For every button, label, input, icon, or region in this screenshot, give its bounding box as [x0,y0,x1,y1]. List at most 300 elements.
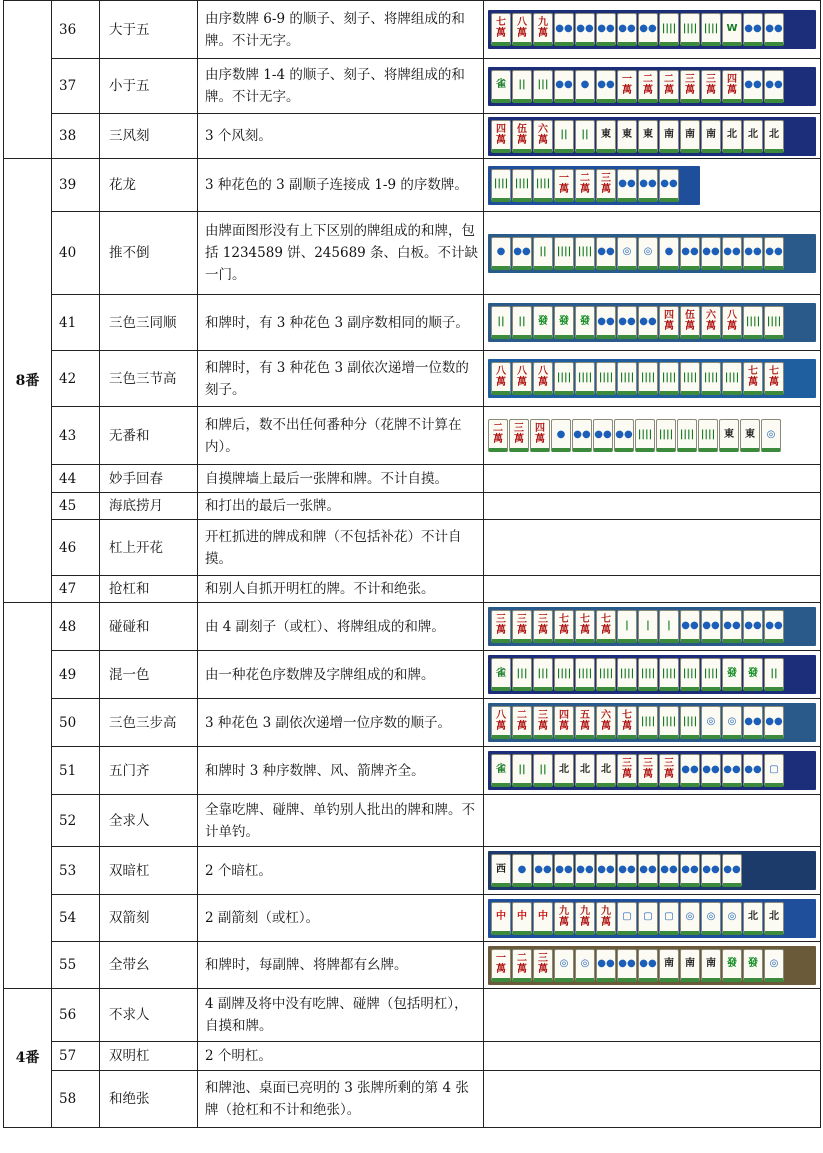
mahjong-tile-icon: |||| [512,169,532,202]
tiles-example-cell [484,747,821,795]
mahjong-tiles-strip [488,607,816,646]
rule-name: 花龙 [100,159,198,212]
mahjong-tile-icon: 二萬 [575,169,595,202]
mahjong-tile-icon: 北 [575,754,595,787]
mahjong-tile-icon: 發 [743,949,763,982]
mahjong-tile-icon: 發 [554,306,574,339]
mahjong-tile-icon: ●● [701,854,721,887]
mahjong-tile-icon: 九萬 [575,902,595,935]
mahjong-tile-icon: 三萬 [533,949,553,982]
mahjong-tile-icon: ●● [764,610,784,643]
mahjong-tile-icon: ●● [722,237,742,270]
rule-number: 39 [52,159,100,212]
tiles-example-cell [484,295,821,351]
mahjong-tile-icon: ●● [743,13,763,46]
rule-name: 双暗杠 [100,847,198,895]
rule-number: 43 [52,407,100,465]
rule-name: 碰碰和 [100,603,198,651]
rule-number: 52 [52,795,100,847]
table-row [4,351,821,407]
mahjong-tile-icon: ●● [638,169,658,202]
mahjong-tile-icon: 三萬 [512,610,532,643]
mahjong-tiles-strip [488,946,816,985]
mahjong-tile-icon: ●● [617,13,637,46]
mahjong-tile-icon: ●● [596,949,616,982]
mahjong-tile-icon: 四萬 [554,706,574,739]
mahjong-tile-icon: |||| [722,362,742,395]
mahjong-tile-icon: 一萬 [617,70,637,103]
mahjong-tile-icon: ◎ [722,706,742,739]
mahjong-tile-icon: |||| [491,169,511,202]
mahjong-tile-icon: 四萬 [530,419,550,452]
mahjong-tile-icon: ● [575,70,595,103]
mahjong-tile-icon: | [638,610,658,643]
rule-name: 三风刻 [100,114,198,159]
tiles-example-cell [484,1042,821,1071]
table-row [4,1042,821,1071]
mahjong-tile-icon: ●● [575,13,595,46]
table-row [4,212,821,295]
mahjong-tile-icon: |||| [596,362,616,395]
mahjong-tile-icon: 三萬 [533,610,553,643]
rule-number: 46 [52,520,100,576]
mahjong-tile-icon: 發 [722,949,742,982]
table-row [4,295,821,351]
table-row [4,407,821,465]
mahjong-tile-icon: ●● [722,854,742,887]
rule-description: 自摸牌墙上最后一张牌和牌。不计自摸。 [198,465,484,493]
mahjong-tile-icon: |||| [533,169,553,202]
mahjong-tile-icon: ● [512,854,532,887]
rule-description: 3 种花色 3 副依次递增一位序数的顺子。 [198,699,484,747]
mahjong-tiles-strip [488,899,816,938]
rule-description: 和打出的最后一张牌。 [198,493,484,520]
mahjong-tile-icon: 八萬 [533,362,553,395]
tiles-example-cell [484,1,821,59]
rule-number: 37 [52,59,100,114]
rule-name: 双箭刻 [100,895,198,942]
rule-name: 三色三步高 [100,699,198,747]
mahjong-tile-icon: ●● [743,70,763,103]
mahjong-tile-icon: 北 [743,902,763,935]
table-row [4,895,821,942]
mahjong-tile-icon: || [533,237,553,270]
table-row [4,114,821,159]
table-row [4,576,821,603]
mahjong-tile-icon: ◎ [680,902,700,935]
mahjong-tile-icon: ● [491,237,511,270]
mahjong-tile-icon: |||| [680,658,700,691]
mahjong-tile-icon: |||| [575,658,595,691]
mahjong-tile-icon: 七萬 [491,13,511,46]
mahjong-tile-icon: |||| [701,13,721,46]
mahjong-tile-icon: |||| [596,658,616,691]
mahjong-tile-icon: || [554,120,574,153]
rule-number: 36 [52,1,100,59]
mahjong-tile-icon: 雀 [491,70,511,103]
mahjong-tile-icon: ▢ [764,754,784,787]
rule-description: 开杠抓进的牌成和牌（不包括补花）不计自摸。 [198,520,484,576]
mahjong-tile-icon: 南 [659,949,679,982]
mahjong-tile-icon: 北 [722,120,742,153]
mahjong-tile-icon: || [512,70,532,103]
rule-name: 妙手回春 [100,465,198,493]
rule-name: 三色三节高 [100,351,198,407]
mahjong-tile-icon: ●● [596,70,616,103]
mahjong-tile-icon: |||| [680,362,700,395]
mahjong-tile-icon: 伍萬 [512,120,532,153]
mahjong-tile-icon: ●● [554,70,574,103]
mahjong-tile-icon: 北 [764,120,784,153]
mahjong-tile-icon: |||| [554,237,574,270]
mahjong-tile-icon: ●● [659,854,679,887]
rule-number: 45 [52,493,100,520]
rule-number: 55 [52,942,100,989]
mahjong-tile-icon: ●● [680,854,700,887]
mahjong-tile-icon: 發 [722,658,742,691]
table-row [4,603,821,651]
mahjong-tile-icon: |||| [701,362,721,395]
mahjong-tile-icon: ●● [743,754,763,787]
mahjong-tile-icon: |||| [617,658,637,691]
mahjong-tile-icon: ▢ [659,902,679,935]
mahjong-tile-icon: 三萬 [638,754,658,787]
mahjong-tile-icon: 八萬 [512,13,532,46]
mahjong-tile-icon: 南 [701,120,721,153]
tiles-example-cell [484,520,821,576]
mahjong-tile-icon: 東 [617,120,637,153]
mahjong-tile-icon: 雀 [491,658,511,691]
mahjong-tile-icon: |||| [764,306,784,339]
mahjong-tile-icon: 四萬 [722,70,742,103]
mahjong-tile-icon: 四萬 [491,120,511,153]
mahjong-tile-icon: ●● [614,419,634,452]
mahjong-tiles-strip [488,359,816,398]
rule-number: 49 [52,651,100,699]
mahjong-tile-icon: |||| [575,362,595,395]
mahjong-tile-icon: ◎ [701,902,721,935]
mahjong-tile-icon: || [764,658,784,691]
mahjong-tile-icon: ||| [533,658,553,691]
mahjong-tile-icon: |||| [659,13,679,46]
mahjong-tiles-strip [488,166,700,205]
mahjong-tile-icon: |||| [701,658,721,691]
tiles-example-cell [484,493,821,520]
mahjong-tile-icon: ●● [512,237,532,270]
rule-name: 五门齐 [100,747,198,795]
mahjong-tile-icon: ▢ [638,902,658,935]
mahjong-tile-icon: 雀 [491,754,511,787]
mahjong-tile-icon: ●● [764,13,784,46]
mahjong-tile-icon: ●● [572,419,592,452]
mahjong-tile-icon: 二萬 [638,70,658,103]
mahjong-tile-icon: 七萬 [554,610,574,643]
mahjong-tile-icon: ●● [638,949,658,982]
mahjong-tile-icon: ●● [701,610,721,643]
tiles-example-cell [484,114,821,159]
mahjong-tile-icon: |||| [638,362,658,395]
mahjong-tiles-strip [488,751,816,790]
mahjong-tile-icon: 一萬 [554,169,574,202]
mahjong-tiles-strip [488,419,816,452]
mahjong-tile-icon: 發 [533,306,553,339]
mahjong-tile-icon: 六萬 [596,706,616,739]
table-row [4,747,821,795]
mahjong-tile-icon: || [512,754,532,787]
fan-level-cell [4,603,52,989]
fan-level-cell [4,1,52,159]
table-row [4,847,821,895]
mahjong-tile-icon: 東 [740,419,760,452]
mahjong-tiles-strip [488,851,816,890]
rule-description: 全靠吃牌、碰牌、单钓别人批出的牌和牌。不计单钓。 [198,795,484,847]
rule-description: 2 个明杠。 [198,1042,484,1071]
mahjong-tiles-strip [488,703,816,742]
tiles-example-cell [484,989,821,1042]
mahjong-tile-icon: ◎ [575,949,595,982]
mahjong-tiles-strip [488,234,816,273]
tiles-example-cell [484,212,821,295]
mahjong-tile-icon: 七萬 [743,362,763,395]
mahjong-tile-icon: 北 [596,754,616,787]
mahjong-tile-icon: 七萬 [596,610,616,643]
rule-name: 混一色 [100,651,198,699]
mahjong-tile-icon: ◎ [617,237,637,270]
mahjong-tile-icon: 南 [680,120,700,153]
mahjong-tile-icon: | [659,610,679,643]
mahjong-tile-icon: 三萬 [596,169,616,202]
tiles-example-cell [484,159,821,212]
mahjong-tiles-strip [488,655,816,694]
mahjong-tile-icon: ◎ [764,949,784,982]
fan-level-cell: 8番 [4,159,52,603]
rule-name: 不求人 [100,989,198,1042]
rule-number: 44 [52,465,100,493]
mahjong-tile-icon: ●● [617,854,637,887]
mahjong-tiles-strip [488,67,816,106]
mahjong-tile-icon: ●● [680,610,700,643]
mahjong-tile-icon: 九萬 [554,902,574,935]
mahjong-tile-icon: 九萬 [596,902,616,935]
mahjong-tile-icon: || [491,306,511,339]
rule-number: 58 [52,1071,100,1128]
mahjong-tile-icon: 中 [512,902,532,935]
mahjong-tile-icon: |||| [659,658,679,691]
mahjong-tile-icon: 二萬 [488,419,508,452]
rule-description: 由 4 副刻子（或杠）、将牌组成的和牌。 [198,603,484,651]
tiles-example-cell [484,1071,821,1128]
table-row [4,493,821,520]
mahjong-tile-icon: ●● [596,854,616,887]
rule-name: 和绝张 [100,1071,198,1128]
fan-level-cell: 4番 [4,989,52,1128]
mahjong-tile-icon: |||| [635,419,655,452]
mahjong-tile-icon: ●● [593,419,613,452]
tiles-example-cell [484,895,821,942]
mahjong-tile-icon: ●● [617,949,637,982]
rule-name: 推不倒 [100,212,198,295]
mahjong-tile-icon: |||| [698,419,718,452]
rule-name: 抢杠和 [100,576,198,603]
mahjong-tile-icon: |||| [617,362,637,395]
rule-description: 由序数牌 6-9 的顺子、刻子、将牌组成的和牌。不计无字。 [198,1,484,59]
tiles-example-cell [484,351,821,407]
mahjong-tile-icon: 南 [659,120,679,153]
rule-name: 双明杠 [100,1042,198,1071]
rule-number: 41 [52,295,100,351]
mahjong-tile-icon: W [722,13,742,46]
mahjong-tile-icon: 發 [575,306,595,339]
mahjong-tile-icon: ● [659,237,679,270]
rule-name: 全求人 [100,795,198,847]
mahjong-tile-icon: ● [551,419,571,452]
mahjong-tiles-strip [488,117,816,156]
tiles-example-cell [484,651,821,699]
mahjong-tile-icon: |||| [575,237,595,270]
table-row [4,59,821,114]
table-row [4,795,821,847]
mahjong-tile-icon: ◎ [722,902,742,935]
tiles-example-cell [484,699,821,747]
tiles-example-cell [484,942,821,989]
mahjong-tile-icon: |||| [743,306,763,339]
rule-description: 和牌时 3 种序数牌、风、箭牌齐全。 [198,747,484,795]
rule-description: 和牌时，有 3 种花色 3 副依次递增一位数的刻子。 [198,351,484,407]
mahjong-tile-icon: ●● [554,854,574,887]
mahjong-tile-icon: 東 [638,120,658,153]
mahjong-tile-icon: ●● [596,237,616,270]
mahjong-tile-icon: 三萬 [491,610,511,643]
rule-description: 2 个暗杠。 [198,847,484,895]
mahjong-tile-icon: 五萬 [575,706,595,739]
rule-description: 和别人自抓开明杠的牌。不计和绝张。 [198,576,484,603]
mahjong-tile-icon: || [575,120,595,153]
mahjong-tile-icon: 八萬 [491,362,511,395]
mahjong-tile-icon: |||| [638,706,658,739]
table-row [4,651,821,699]
mahjong-tile-icon: 一萬 [491,949,511,982]
mahjong-tile-icon: ●● [764,237,784,270]
mahjong-tile-icon: || [512,306,532,339]
mahjong-tile-icon: 八萬 [491,706,511,739]
mahjong-tile-icon: 東 [719,419,739,452]
rule-number: 47 [52,576,100,603]
mahjong-tile-icon: 三萬 [701,70,721,103]
mahjong-tile-icon: 中 [533,902,553,935]
mahjong-tile-icon: 二萬 [512,949,532,982]
mahjong-tile-icon: ●● [743,706,763,739]
rule-number: 40 [52,212,100,295]
mahjong-tile-icon: |||| [638,658,658,691]
rule-description: 由一种花色序数牌及字牌组成的和牌。 [198,651,484,699]
mahjong-tile-icon: 西 [491,854,511,887]
mahjong-tile-icon: 南 [701,949,721,982]
mahjong-tile-icon: ●● [533,854,553,887]
table-row [4,1,821,59]
tiles-example-cell [484,795,821,847]
rule-name: 三色三同顺 [100,295,198,351]
mahjong-tile-icon: |||| [659,706,679,739]
mahjong-tile-icon: |||| [659,362,679,395]
table-row [4,989,821,1042]
rule-number: 42 [52,351,100,407]
rule-number: 53 [52,847,100,895]
mahjong-tile-icon: ●● [701,754,721,787]
rule-description: 和牌后，数不出任何番种分（花牌不计算在内）。 [198,407,484,465]
rule-name: 无番和 [100,407,198,465]
rule-name: 全带幺 [100,942,198,989]
mahjong-tile-icon: 南 [680,949,700,982]
rule-name: 杠上开花 [100,520,198,576]
rules-table [3,0,821,1128]
rule-number: 57 [52,1042,100,1071]
mahjong-tile-icon: ●● [617,169,637,202]
mahjong-tile-icon: 三萬 [680,70,700,103]
mahjong-tile-icon: 伍萬 [680,306,700,339]
rule-description: 2 副箭刻（或杠）。 [198,895,484,942]
mahjong-tile-icon: ●● [722,754,742,787]
mahjong-tile-icon: 六萬 [701,306,721,339]
tiles-example-cell [484,407,821,465]
mahjong-tile-icon: ●● [764,706,784,739]
rule-number: 38 [52,114,100,159]
mahjong-tile-icon: 七萬 [617,706,637,739]
mahjong-tile-icon: ●● [638,306,658,339]
fan-table [3,0,820,1128]
rule-number: 54 [52,895,100,942]
mahjong-tile-icon: ●● [680,237,700,270]
mahjong-tile-icon: ●● [617,306,637,339]
mahjong-tile-icon: 北 [743,120,763,153]
rule-description: 3 种花色的 3 副顺子连接成 1-9 的序数牌。 [198,159,484,212]
mahjong-tiles-strip [488,10,816,49]
mahjong-tile-icon: ◎ [761,419,781,452]
mahjong-tile-icon: 八萬 [512,362,532,395]
tiles-example-cell [484,576,821,603]
tiles-example-cell [484,603,821,651]
mahjong-tile-icon: 七萬 [575,610,595,643]
mahjong-tile-icon: | [617,610,637,643]
mahjong-tile-icon: ●● [638,13,658,46]
table-row [4,942,821,989]
mahjong-tile-icon: ●● [575,854,595,887]
rule-description: 3 个风刻。 [198,114,484,159]
mahjong-tile-icon: ●● [764,70,784,103]
mahjong-tile-icon: ||| [512,658,532,691]
rule-description: 由序数牌 1-4 的顺子、刻子、将牌组成的和牌。不计无字。 [198,59,484,114]
rule-description: 和牌时，有 3 种花色 3 副序数相同的顺子。 [198,295,484,351]
mahjong-tile-icon: 中 [491,902,511,935]
rule-name: 小于五 [100,59,198,114]
table-row [4,465,821,493]
mahjong-tile-icon: ●● [638,854,658,887]
mahjong-tile-icon: ◎ [701,706,721,739]
mahjong-tiles-strip [488,303,816,342]
tiles-example-cell [484,847,821,895]
mahjong-tile-icon: 三萬 [659,754,679,787]
mahjong-tile-icon: 二萬 [512,706,532,739]
tiles-example-cell [484,59,821,114]
mahjong-tile-icon: 四萬 [659,306,679,339]
mahjong-tile-icon: 六萬 [533,120,553,153]
mahjong-tile-icon: 北 [764,902,784,935]
rule-description: 和牌时，每副牌、将牌都有幺牌。 [198,942,484,989]
mahjong-tile-icon: 八萬 [722,306,742,339]
mahjong-tile-icon: |||| [680,706,700,739]
mahjong-tile-icon: ◎ [554,949,574,982]
rule-number: 50 [52,699,100,747]
table-row [4,520,821,576]
